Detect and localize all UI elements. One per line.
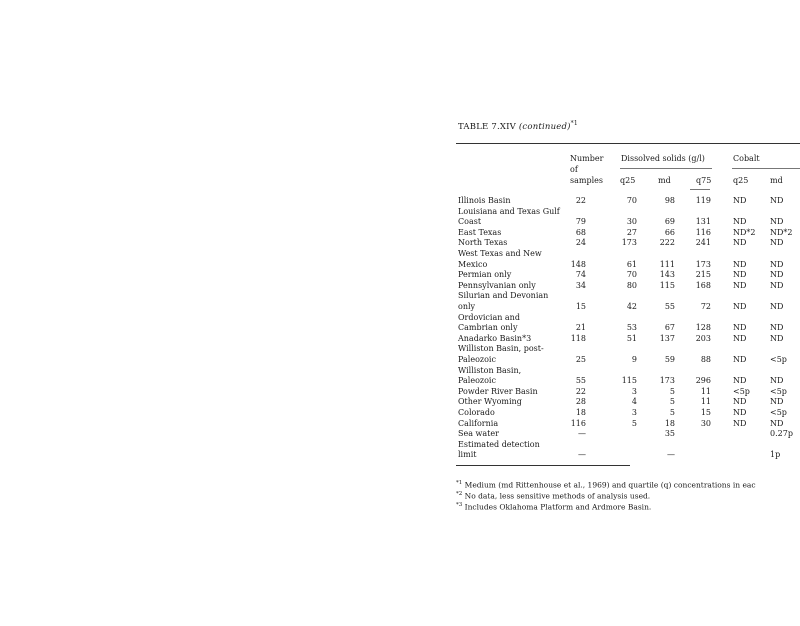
row-label: Williston Basin, post- <box>458 344 544 354</box>
footnote-1-text: Medium (md Rittenhouse et al., 1969) and quartile (q) concentrations in eac <box>462 480 756 490</box>
cell-n: 118 <box>570 333 586 343</box>
cell-q75: 88 <box>700 355 711 364</box>
cell-md: 222 <box>659 238 675 248</box>
row-label: East Texas <box>458 227 502 237</box>
row-label: Ordovician and <box>458 312 520 322</box>
cell-md: 111 <box>659 259 675 269</box>
cell-co-md: ND <box>770 196 784 205</box>
caption-mark: *1 <box>570 120 578 127</box>
cell-co-md: ND <box>770 217 784 227</box>
cell-q75: 11 <box>700 386 711 396</box>
row-label: West Texas and New <box>458 249 542 258</box>
cell-co-md: ND <box>770 259 784 269</box>
cell-co-md: <5p <box>770 355 787 364</box>
cell-co-md: ND <box>770 397 784 407</box>
cell-q75: 203 <box>695 333 711 343</box>
cell-co-q25: ND <box>733 259 747 269</box>
cell-co-q25: ND <box>733 408 747 417</box>
cell-md: 55 <box>664 302 675 311</box>
cell-co-q25: ND <box>733 333 747 343</box>
header-dissolved-solids: Dissolved solids (g/l) <box>621 154 705 163</box>
footnote-1-mark: *1 <box>456 480 463 486</box>
row-label: Silurian and Devonian <box>458 291 549 301</box>
cell-md: 5 <box>669 397 675 407</box>
cell-co-md: ND <box>770 280 784 290</box>
footnote-3-mark: *3 <box>456 502 463 508</box>
cell-co-q25: ND*2 <box>733 227 756 237</box>
caption-prefix: TABLE 7.XIV <box>458 121 519 132</box>
cell-q75: 11 <box>700 397 711 407</box>
cell-q75: 116 <box>695 227 711 237</box>
cell-md: 5 <box>669 386 675 396</box>
table-caption <box>458 120 578 132</box>
row-label: California <box>458 418 499 428</box>
cell-md: 18 <box>664 418 675 428</box>
row-label: Louisiana and Texas Gulf <box>458 206 560 216</box>
cell-q75: 296 <box>695 376 711 386</box>
cell-q75: 128 <box>695 323 711 333</box>
cell-co-q25: ND <box>733 418 747 428</box>
cell-co-md: ND <box>770 302 784 311</box>
cell-q25: 61 <box>626 259 637 269</box>
cell-q25: 42 <box>626 302 637 311</box>
cell-q25: 4 <box>631 397 637 407</box>
cell-co-md: ND <box>770 333 784 343</box>
cell-n: 25 <box>575 355 586 364</box>
cell-co-md: ND <box>770 238 784 248</box>
cell-n: 22 <box>575 386 586 396</box>
cell-co-q25: ND <box>733 217 747 227</box>
row-label: Sea water <box>458 429 499 439</box>
cell-q25: 173 <box>621 238 637 248</box>
cell-q25: 5 <box>631 418 637 428</box>
cell-q25: 51 <box>626 333 637 343</box>
cell-co-q25: ND <box>733 397 747 407</box>
cell-q25: 53 <box>626 323 637 333</box>
header-cobalt-q25: q25 <box>733 176 749 185</box>
header-q25: q25 <box>620 176 636 185</box>
cell-q25: 27 <box>626 227 637 237</box>
cell-co-md: ND <box>770 418 784 428</box>
row-label: Powder River Basin <box>458 386 538 396</box>
header-cobalt: Cobalt <box>733 154 760 163</box>
cell-q75: 72 <box>700 302 711 311</box>
row-label: Estimated detection <box>458 439 540 449</box>
cell-md: 35 <box>664 429 675 439</box>
cell-co-md: 0.27p <box>770 429 793 439</box>
cell-co-q25: ND <box>733 376 747 386</box>
cell-md: 98 <box>664 196 675 205</box>
cell-co-q25: ND <box>733 323 747 333</box>
cell-n: — <box>578 429 586 439</box>
cell-md: 137 <box>659 333 675 343</box>
cell-q25: 70 <box>626 270 637 280</box>
row-label: North Texas <box>458 238 508 248</box>
cell-q75: 168 <box>695 280 711 290</box>
cell-q75: 15 <box>700 408 711 417</box>
cell-n: 21 <box>575 323 586 333</box>
cell-q25: 9 <box>631 355 637 364</box>
cell-q75: 173 <box>695 259 711 269</box>
cell-md: 69 <box>664 217 675 227</box>
header-number-line1: Number <box>570 154 604 163</box>
cell-co-q25: ND <box>733 270 747 280</box>
caption-italic: (continued) <box>518 121 571 132</box>
cell-q25: 3 <box>631 408 637 417</box>
row-label: Colorado <box>458 408 495 417</box>
top-rule <box>456 143 800 144</box>
cell-n: 28 <box>575 397 586 407</box>
cell-q75: 241 <box>695 238 711 248</box>
row-label: Cambrian only <box>458 323 518 333</box>
cell-md: 5 <box>669 408 675 417</box>
row-label: Paleozoic <box>458 376 496 386</box>
cell-md: 59 <box>664 355 675 364</box>
cell-n: 74 <box>575 270 586 280</box>
cell-md: 173 <box>659 376 675 386</box>
footnote-3 <box>456 500 651 513</box>
row-label: Permian only <box>458 270 512 280</box>
header-cobalt-md: md <box>770 176 783 185</box>
header-number-line3: samples <box>570 176 603 185</box>
row-label: Pennsylvanian only <box>458 280 536 290</box>
cell-n: — <box>578 450 586 460</box>
cell-n: 55 <box>575 376 586 386</box>
row-label: Illinois Basin <box>458 196 511 205</box>
row-label: limit <box>458 450 477 460</box>
dissolved-solids-rule <box>620 168 712 169</box>
cell-md: 67 <box>664 323 675 333</box>
cell-co-q25: ND <box>733 280 747 290</box>
cell-q25: 115 <box>621 376 637 386</box>
cell-co-q25: ND <box>733 302 747 311</box>
cell-q25: 3 <box>631 386 637 396</box>
cell-co-q25: <5p <box>733 386 750 396</box>
cell-q75: 119 <box>695 196 711 205</box>
cell-co-md: <5p <box>770 386 787 396</box>
cell-co-md: ND*2 <box>770 227 793 237</box>
cell-q25: 30 <box>626 217 637 227</box>
row-label: Other Wyoming <box>458 397 522 407</box>
row-label: Coast <box>458 217 482 227</box>
cell-n: 116 <box>570 418 586 428</box>
row-label: Williston Basin, <box>458 365 522 375</box>
cell-n: 68 <box>575 227 586 237</box>
cell-co-md: 1p <box>770 450 781 460</box>
cell-q75: 30 <box>700 418 711 428</box>
footnote-2-mark: *2 <box>456 491 463 497</box>
cell-n: 79 <box>575 217 586 227</box>
header-number-line2: of <box>570 165 578 174</box>
cell-n: 148 <box>570 259 586 269</box>
cell-co-q25: ND <box>733 355 747 364</box>
row-label: Anadarko Basin*3 <box>458 333 532 343</box>
cell-n: 24 <box>575 238 586 248</box>
cell-q25: 70 <box>626 196 637 205</box>
row-label: Paleozoic <box>458 355 496 364</box>
footnote-3-text: Includes Oklahoma Platform and Ardmore Basin. <box>462 502 652 512</box>
header-q75: q75 <box>696 176 712 185</box>
cell-co-md: <5p <box>770 408 787 417</box>
cell-n: 22 <box>575 196 586 205</box>
cell-n: 18 <box>575 408 586 417</box>
cell-co-md: ND <box>770 376 784 386</box>
cell-co-q25: ND <box>733 196 747 205</box>
footnote-2-text: No data, less sensitive methods of analysis used. <box>462 491 651 501</box>
cell-md: — <box>667 450 675 460</box>
cell-co-md: ND <box>770 323 784 333</box>
cell-md: 115 <box>659 280 675 290</box>
cell-co-q25: ND <box>733 238 747 248</box>
cell-n: 34 <box>575 280 586 290</box>
cell-md: 66 <box>664 227 675 237</box>
cell-co-md: ND <box>770 270 784 280</box>
bottom-rule <box>456 465 630 466</box>
cell-q25: 80 <box>626 280 637 290</box>
header-md: md <box>658 176 671 185</box>
row-label: Mexico <box>458 259 488 269</box>
cell-q75: 215 <box>695 270 711 280</box>
cell-n: 15 <box>575 302 586 311</box>
cobalt-rule <box>732 168 800 169</box>
row-label: only <box>458 302 476 311</box>
cell-q75: 131 <box>695 217 711 227</box>
cell-md: 143 <box>659 270 675 280</box>
header-bottom-rule <box>690 189 710 190</box>
